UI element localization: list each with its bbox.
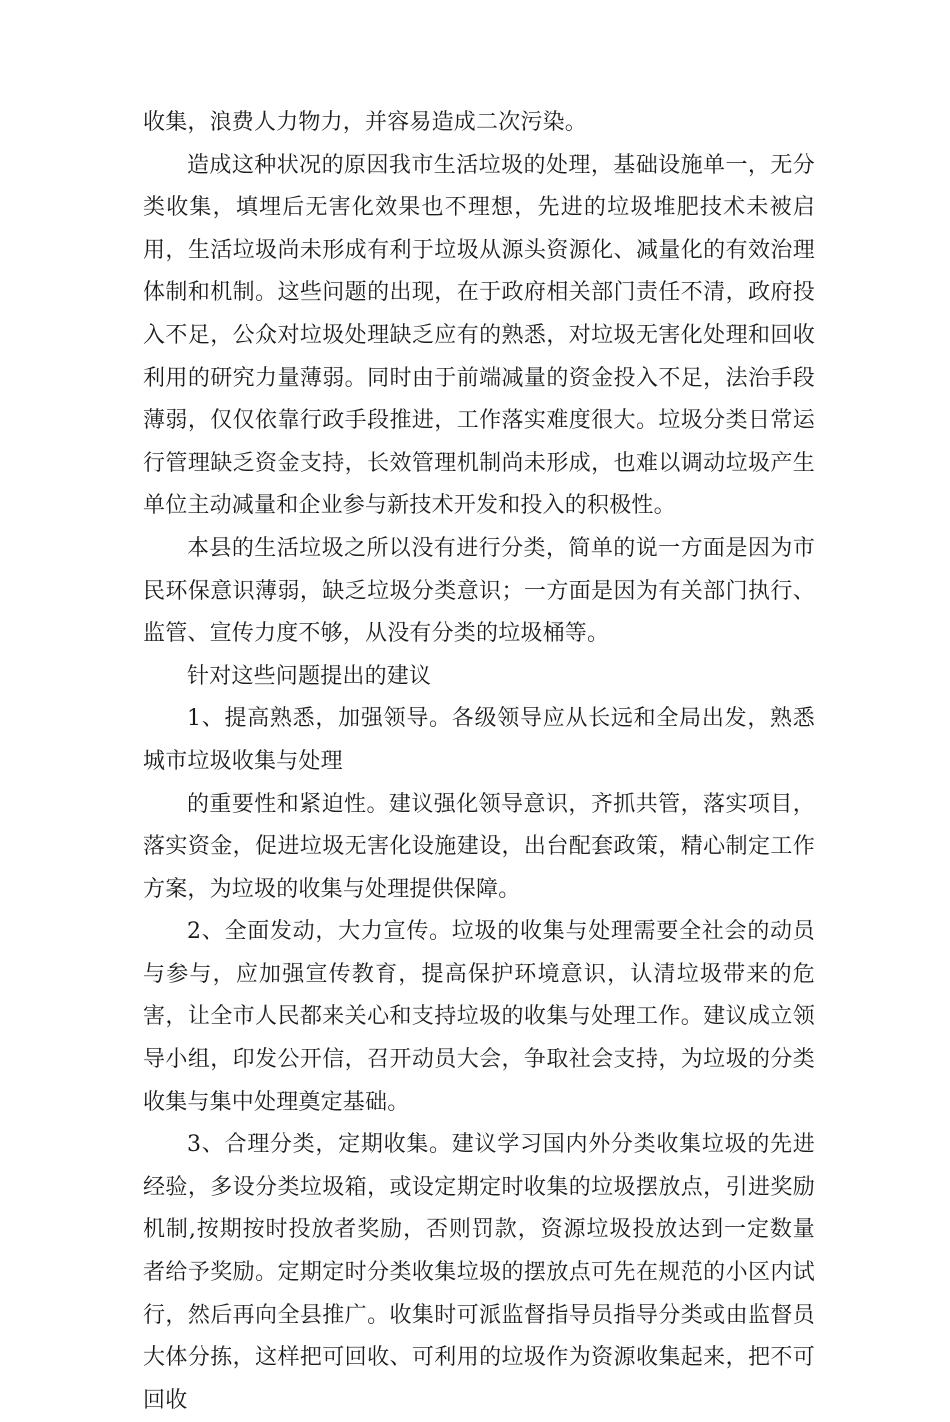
paragraph-item-1: 1、提高熟悉，加强领导。各级领导应从长远和全局出发，熟悉城市垃圾收集与处理 (143, 706, 815, 774)
paragraph-2: 造成这种状况的原因我市生活垃圾的处理，基础设施单一，无分类收集，填埋后无害化效果也不理想，先进的垃圾堆肥技术未被启用，生活垃圾尚未形成有利于垃圾从源头资源化、减量化的有效治理体制和机制。这些问题的出现，在于政府相关部门责任不清，政府投入不足，公众对垃圾处理缺乏应有的熟悉，对垃圾无害化处理和回收利用的研究力量薄弱。同时由于前端减量的资金投入不足，法治手段薄弱，仅仅依靠行政手段推进，工作落实难度很大。垃圾分类日常运行管理缺乏资金支持，长效管理机制尚未形成，也难以调动垃圾产生单位主动减量和企业参与新技术开发和投入的积极性。 (143, 152, 815, 519)
paragraph-1: 收集，浪费人力物力，并容易造成二次污染。 (143, 110, 588, 135)
paragraph-3: 本县的生活垃圾之所以没有进行分类，简单的说一方面是因为市民环保意识薄弱，缺乏垃圾分类意识；一方面是因为有关部门执行、监管、宣传力度不够，从没有分类的垃圾桶等。 (143, 535, 815, 647)
paragraph-item-3: 3、合理分类，定期收集。建议学习国内外分类收集垃圾的先进经验，多设分类垃圾箱，或设定期定时收集的垃圾摆放点，引进奖励机制,按期按时投放者奖励，否则罚款，资源垃圾投放达到一定数量者给予奖励。定期定时分类收集垃圾的摆放点可先在规范的小区内试行，然后再向全县推广。收集时可派监督指导员指导分类或由监督员大体分拣，这样把可回收、可利用的垃圾作为资源收集起来，把不可回收 (143, 1132, 815, 1413)
paragraph-item-2: 2、全面发动，大力宣传。垃圾的收集与处理需要全社会的动员与参与，应加强宣传教育，提高保护环境意识，认清垃圾带来的危害，让全市人民都来关心和支持垃圾的收集与处理工作。建议成立领导小组，印发公开信，召开动员大会，争取社会支持，为垃圾的分类收集与集中处理奠定基础。 (143, 919, 815, 1115)
paragraph-item-1-continued: 的重要性和紧迫性。建议强化领导意识，齐抓共管，落实项目，落实资金，促进垃圾无害化设施建设，出台配套政策，精心制定工作方案，为垃圾的收集与处理提供保障。 (143, 791, 815, 902)
document-page (143, 102, 815, 1422)
section-heading: 针对这些问题提出的建议 (187, 663, 432, 689)
